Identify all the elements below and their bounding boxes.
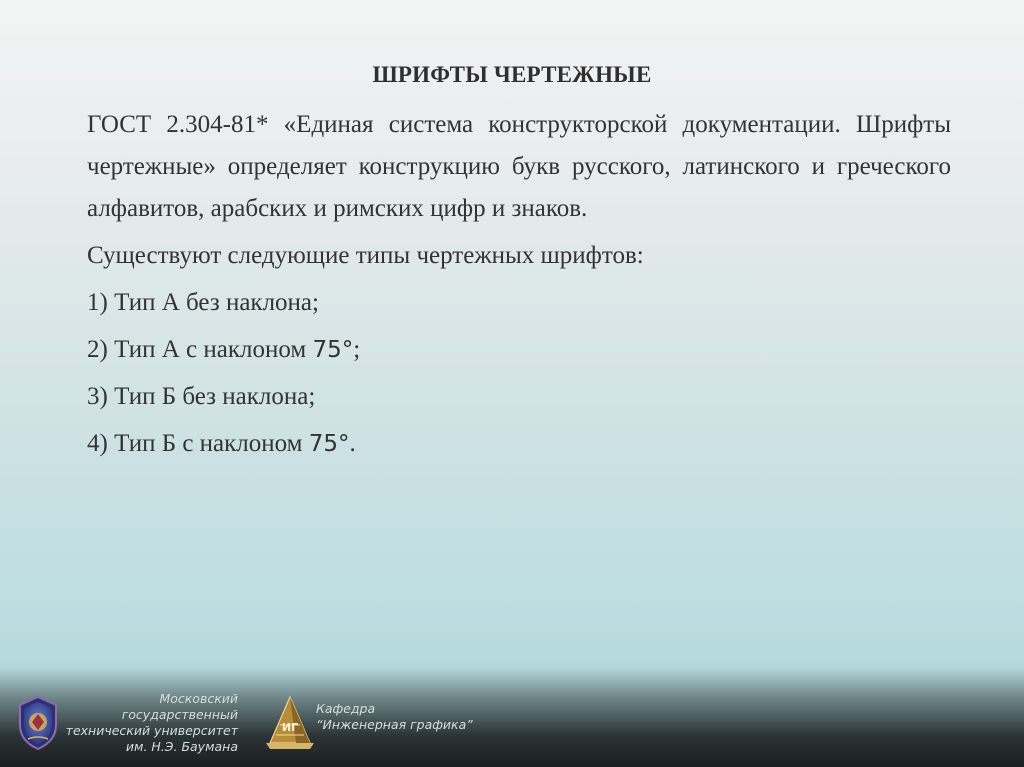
intro-line: Существуют следующие типы чертежных шрифтов:	[87, 242, 644, 269]
angle-value: 75°	[312, 337, 354, 363]
university-name: Московский государственный технический университет им. Н.Э. Баумана	[65, 691, 238, 754]
list-item: 3) Тип Б без наклона;	[87, 383, 316, 410]
svg-text:ИГ: ИГ	[281, 721, 299, 734]
footer-bar	[0, 679, 1024, 767]
department-name: Кафедра “Инженерная графика”	[316, 701, 473, 732]
pyramid-logo-icon	[264, 693, 316, 751]
gost-paragraph: ГОСТ 2.304-81* «Единая система конструкторской документации. Шрифты чертежные» определяет конструкцию букв русского, латинского и греческого алфавитов, арабских и римских цифр и знаков.	[87, 111, 951, 222]
list-item: 1) Тип А без наклона;	[87, 289, 319, 316]
angle-value: 75°	[308, 431, 350, 457]
bmstu-emblem-icon	[16, 695, 60, 751]
list-item: 2) Тип А с наклоном 75°;	[87, 336, 361, 363]
list-item: 4) Тип Б с наклоном 75°.	[87, 430, 356, 457]
slide-title: ШРИФТЫ ЧЕРТЕЖНЫЕ	[372, 62, 652, 87]
slide-content	[87, 104, 951, 465]
